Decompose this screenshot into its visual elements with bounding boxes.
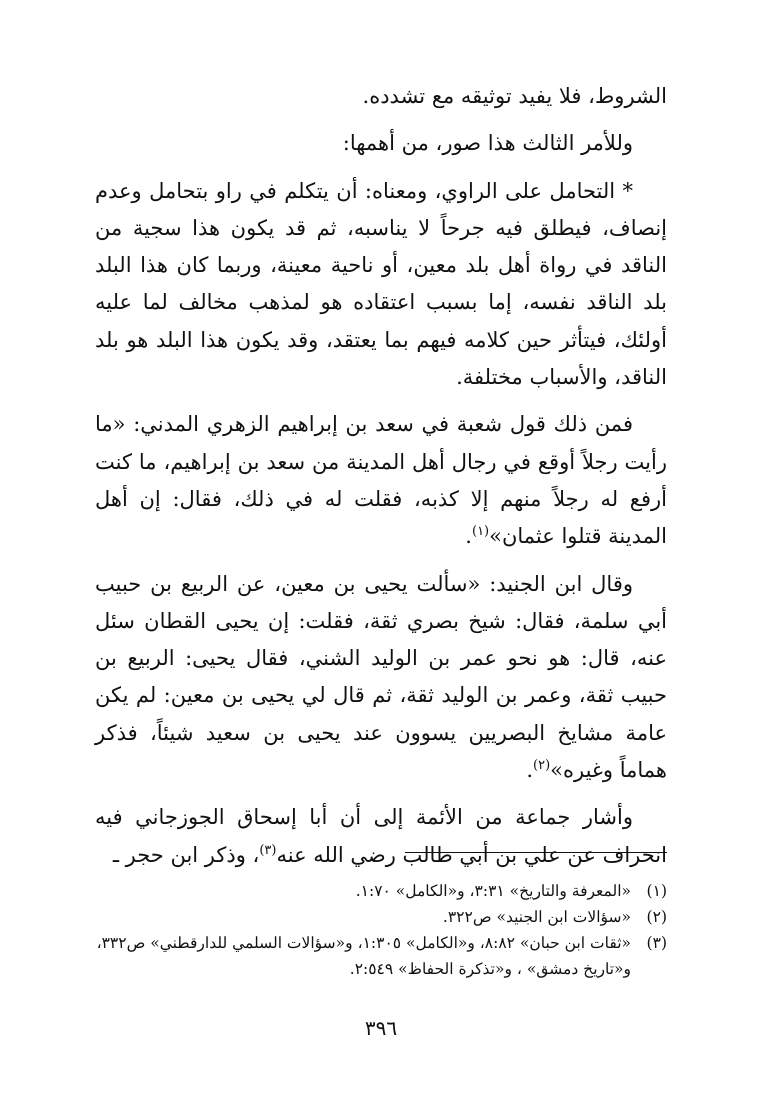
footnote-text: «سؤالات ابن الجنيد» ص٣٢٢.	[442, 908, 631, 926]
paragraph-1: الشروط، فلا يفيد توثيقه مع تشدده.	[362, 84, 667, 108]
paragraph-5-end: .	[526, 758, 534, 783]
footnote-text: «ثقات ابن حبان» ٨:٨٢، و«الكامل» ١:٣٠٥، و«سؤالات السلمي للدارقطني» ص٣٣٢، و«تاريخ دمشق» ، و«تذكرة الحفاظ» ٢:٥٤٩.	[96, 934, 631, 978]
footnote-3	[95, 930, 667, 982]
paragraph-4-text: فمن ذلك قول شعبة في سعد بن إبراهيم الزهري المدني: «ما رأيت رجلاً أوقع في رجال أهل المدينة من سعد بن إبراهيم، ما كنت أرفع له رجلاً منهم إلا كذبه، فقلت له في ذلك، فقال: إن أهل المدينة قتلوا عثمان»	[95, 412, 667, 549]
paragraph-6	[95, 799, 667, 874]
footnote-number: (٢)	[646, 908, 667, 926]
footnote-1	[95, 878, 667, 904]
paragraph-6-text: وأشار جماعة من الأئمة إلى أن أبا إسحاق الجوزجاني فيه انحراف عن علي بن أبي طالب رضي الله عنه	[95, 805, 667, 867]
main-text	[95, 78, 667, 874]
footnote-2	[95, 904, 667, 930]
paragraph-3: * التحامل على الراوي، ومعناه: أن يتكلم في راو بتحامل وعدم إنصاف، فيطلق فيه جرحاً لا يناسبه، ثم قد يكون هذا سجية من الناقد في رواة أهل بلد معين، أو ناحية معينة، وربما كان هذا البلد بلد الناقد نفسه، إما بسبب اعتقاده هو لمذهب مخالف لما عليه أولئك، فيتأثر حين كلامه فيهم بما يعتقد، وقد يكون هذا البلد هو بلد الناقد، والأسباب مختلفة.	[95, 178, 667, 390]
footnote-ref-2: (٢)	[533, 758, 551, 774]
page-number: ٣٩٦	[364, 1016, 398, 1040]
paragraph-5	[95, 566, 667, 790]
paragraph-6-end: ، وذكر ابن حجر ـ	[112, 842, 260, 867]
paragraph-4-end: .	[465, 524, 472, 549]
footnote-number: (٣)	[646, 934, 667, 952]
paragraph-4	[95, 406, 667, 555]
footnote-text: «المعرفة والتاريخ» ٣:٣١، و«الكامل» ١:٧٠.	[355, 882, 631, 900]
paragraph-5-text: وقال ابن الجنيد: «سألت يحيى بن معين، عن الربيع بن حبيب أبي سلمة، فقال: شيخ بصري ثقة، فقلت: إن يحيى القطان سئل عنه، قال: هو نحو عمر بن الوليد الشني، فقال يحيى: الربيع بن حبيب ثقة، وعمر بن الوليد ثقة، ثم قال لي يحيى بن معين: لم يكن عامة مشايخ البصريين يسوون عند يحيى بن سعيد شيئاً، فذكر هماماً وغيره»	[95, 571, 667, 783]
footnote-divider	[405, 852, 667, 853]
paragraph-2: وللأمر الثالث هذا صور، من أهمها:	[342, 131, 633, 156]
footnote-ref-1: (١)	[471, 524, 490, 540]
footnotes	[95, 878, 667, 982]
footnote-number: (١)	[646, 882, 667, 900]
footnote-ref-3: (٣)	[259, 842, 277, 858]
